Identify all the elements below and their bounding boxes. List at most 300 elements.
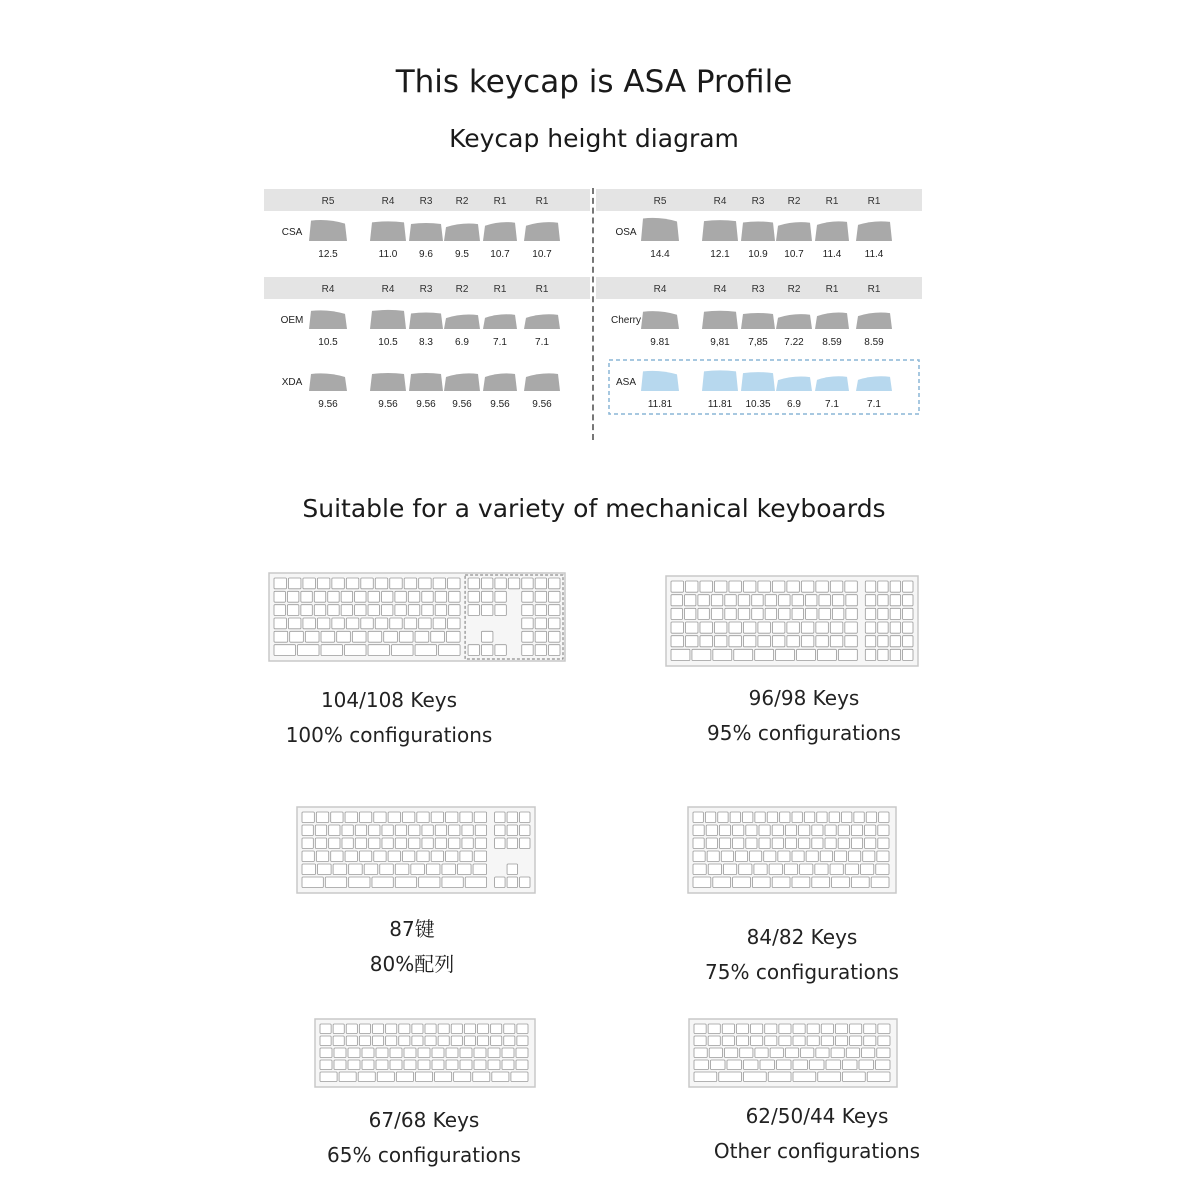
key: [760, 1060, 775, 1070]
key: [865, 581, 875, 592]
keyboard-caption: [680, 920, 924, 990]
key: [355, 838, 366, 849]
key: [422, 838, 433, 849]
key: [719, 838, 730, 849]
row-label: R2: [787, 284, 801, 295]
key: [722, 1036, 734, 1046]
key: [549, 645, 560, 656]
key: [372, 877, 393, 888]
key: [481, 605, 492, 616]
key: [767, 812, 777, 823]
key: [708, 1036, 720, 1046]
key: [812, 877, 830, 888]
key: [460, 1048, 472, 1058]
key: [460, 1060, 472, 1070]
keyboard-caption: [698, 1099, 936, 1169]
keycap-height-value: 7,85: [748, 337, 768, 348]
key: [878, 581, 888, 592]
keycap-height-value: 9.56: [318, 399, 338, 410]
key: [849, 851, 861, 862]
keycap-height-value: 10.9: [748, 249, 768, 260]
key: [446, 631, 460, 642]
key: [752, 877, 770, 888]
key: [735, 851, 747, 862]
key: [390, 578, 402, 589]
key: [431, 631, 445, 642]
key: [671, 622, 683, 633]
key: [377, 1072, 394, 1082]
key: [435, 838, 446, 849]
key: [502, 1060, 514, 1070]
key: [845, 636, 857, 647]
key: [386, 1024, 397, 1034]
key: [415, 645, 437, 656]
key: [862, 1048, 875, 1058]
key: [373, 1036, 384, 1046]
key: [417, 812, 429, 823]
key: [698, 608, 709, 619]
key: [793, 1060, 808, 1070]
key: [890, 649, 900, 660]
key: [341, 605, 352, 616]
key: [474, 1060, 486, 1070]
key: [345, 851, 357, 862]
key: [718, 812, 728, 823]
section-title: Suitable for a variety of mechanical keyboards: [302, 494, 886, 523]
row-label: R2: [787, 196, 801, 207]
key: [274, 618, 286, 629]
keyboard-caption: [304, 1103, 544, 1173]
key: [876, 864, 889, 875]
key: [535, 605, 546, 616]
key: [865, 622, 875, 633]
key: [793, 1072, 816, 1082]
keycap-shape: [444, 314, 480, 329]
key: [713, 877, 731, 888]
key: [468, 591, 479, 602]
key: [390, 618, 402, 629]
key: [331, 812, 343, 823]
key: [861, 864, 874, 875]
key: [799, 838, 810, 849]
keyboard-caption: [312, 912, 512, 982]
key: [698, 595, 709, 606]
key: [395, 591, 406, 602]
key: [865, 595, 875, 606]
keyboard-config: Other configurations: [713, 1139, 921, 1163]
key: [419, 578, 431, 589]
row-label: R2: [455, 196, 469, 207]
key: [418, 1060, 430, 1070]
keycap-shape: [776, 222, 812, 241]
key: [671, 649, 690, 660]
keycap-shape: [702, 311, 738, 329]
key: [446, 812, 458, 823]
key: [878, 595, 888, 606]
key: [384, 631, 398, 642]
key: [838, 838, 849, 849]
keyboard-keycount: 67/68 Keys: [368, 1108, 480, 1132]
keycap-shape: [444, 373, 480, 391]
key: [474, 851, 486, 862]
key: [449, 825, 460, 836]
key: [507, 812, 517, 823]
key: [332, 618, 344, 629]
key: [388, 812, 400, 823]
key: [725, 595, 736, 606]
keycap-shape: [409, 223, 443, 241]
keyboard-60-percent-image: [688, 1018, 898, 1088]
key: [346, 618, 358, 629]
key: [865, 636, 875, 647]
key: [287, 605, 298, 616]
keycap-shape: [309, 373, 347, 391]
key: [865, 608, 875, 619]
key: [806, 608, 817, 619]
key: [799, 825, 810, 836]
key: [890, 636, 900, 647]
key: [368, 631, 382, 642]
key: [368, 645, 390, 656]
profile-name: Cherry: [610, 315, 642, 326]
key: [801, 581, 813, 592]
profile-name: XDA: [281, 377, 303, 388]
keycap-height-value: 6.9: [787, 399, 801, 410]
key: [815, 864, 828, 875]
keycap-shape: [856, 221, 892, 241]
keyboard-outline: [296, 806, 536, 894]
key: [785, 825, 796, 836]
key: [816, 581, 828, 592]
key: [759, 825, 770, 836]
key: [903, 608, 913, 619]
key: [516, 1048, 528, 1058]
key: [832, 595, 843, 606]
keycap-height-value: 6.9: [455, 337, 469, 348]
key: [495, 877, 505, 888]
keycap-height-value: 9.56: [416, 399, 436, 410]
key: [838, 825, 849, 836]
key: [797, 649, 816, 660]
key: [374, 812, 386, 823]
keyboard-keycount: 62/50/44 Keys: [745, 1104, 889, 1128]
keycap-shape: [741, 313, 775, 329]
key: [520, 877, 530, 888]
key: [517, 1024, 528, 1034]
key: [331, 851, 343, 862]
key: [504, 1024, 515, 1034]
key: [709, 1048, 722, 1058]
keycap-shape: [524, 373, 560, 391]
keyboard-config: 75% configurations: [705, 960, 899, 984]
keycap-shape: [483, 373, 517, 391]
keycap-height-value: 9.81: [650, 337, 670, 348]
key: [711, 1060, 726, 1070]
key: [325, 877, 346, 888]
key: [903, 595, 913, 606]
keycap-height-value: 9.56: [378, 399, 398, 410]
key: [722, 1024, 734, 1034]
key: [770, 1048, 783, 1058]
key: [495, 838, 505, 849]
key: [825, 838, 836, 849]
key: [449, 838, 460, 849]
key: [549, 631, 560, 642]
height-diagram-svg: [264, 185, 590, 443]
key: [329, 825, 340, 836]
key: [381, 591, 392, 602]
row-label: R5: [653, 196, 667, 207]
key: [321, 645, 343, 656]
key: [821, 1036, 833, 1046]
key: [685, 622, 697, 633]
key: [404, 618, 416, 629]
key: [876, 1060, 891, 1070]
key: [878, 1036, 890, 1046]
key: [320, 1060, 332, 1070]
key: [315, 838, 326, 849]
keyboard-outline: [665, 575, 919, 667]
key: [804, 812, 814, 823]
key: [302, 864, 316, 875]
key: [507, 877, 517, 888]
key: [404, 1048, 416, 1058]
key: [520, 812, 530, 823]
key: [517, 1036, 528, 1046]
keycap-height-value: 7.1: [493, 337, 507, 348]
key: [449, 591, 460, 602]
key: [755, 1048, 768, 1058]
key: [700, 581, 712, 592]
key: [739, 864, 752, 875]
key: [399, 1036, 410, 1046]
keycap-shape: [815, 221, 849, 241]
key: [830, 581, 842, 592]
key: [475, 825, 486, 836]
key: [435, 605, 446, 616]
key: [345, 812, 357, 823]
key: [851, 825, 862, 836]
key: [396, 1072, 413, 1082]
diagram-subtitle: Keycap height diagram: [449, 124, 739, 153]
key: [352, 631, 366, 642]
key: [320, 1048, 332, 1058]
key: [448, 618, 460, 629]
key: [426, 864, 440, 875]
keycap-height-value: 9.56: [532, 399, 552, 410]
key: [816, 1048, 829, 1058]
keycap-height-value: 9,81: [710, 337, 730, 348]
key: [708, 1024, 720, 1034]
key: [738, 608, 749, 619]
key: [348, 1048, 360, 1058]
key: [375, 618, 387, 629]
key: [834, 851, 846, 862]
key: [792, 851, 804, 862]
key: [765, 1024, 777, 1034]
row-label: R4: [381, 284, 395, 295]
key: [522, 605, 533, 616]
key: [890, 622, 900, 633]
keycap-shape: [309, 310, 347, 329]
key: [692, 649, 711, 660]
key: [361, 618, 373, 629]
keycap-shape: [641, 371, 679, 391]
key: [714, 581, 726, 592]
key: [345, 645, 367, 656]
key: [339, 1072, 356, 1082]
key: [743, 812, 753, 823]
key: [395, 864, 409, 875]
keyboard-config: 80%配列: [369, 952, 455, 976]
key: [320, 1036, 331, 1046]
row-label: R3: [751, 196, 765, 207]
key: [302, 825, 313, 836]
key: [846, 595, 857, 606]
key: [488, 1048, 500, 1058]
key: [402, 812, 414, 823]
keycap-shape: [409, 373, 443, 391]
key: [409, 838, 420, 849]
keycap-shape: [370, 221, 406, 241]
key: [298, 645, 320, 656]
key: [422, 591, 433, 602]
key: [829, 812, 839, 823]
key: [785, 838, 796, 849]
key: [750, 851, 762, 862]
keycap-shape: [741, 221, 775, 241]
key: [693, 864, 706, 875]
key: [435, 1072, 452, 1082]
key: [473, 864, 487, 875]
key: [730, 812, 740, 823]
profile-name: OSA: [615, 227, 637, 238]
key: [419, 877, 440, 888]
key: [871, 877, 889, 888]
key: [727, 1060, 742, 1070]
key: [376, 1060, 388, 1070]
key: [475, 838, 486, 849]
key: [507, 838, 517, 849]
row-label: R1: [867, 196, 881, 207]
key: [800, 864, 813, 875]
key: [866, 812, 876, 823]
key: [287, 591, 298, 602]
key: [787, 581, 799, 592]
key: [903, 636, 913, 647]
key: [845, 622, 857, 633]
key: [714, 636, 726, 647]
keycap-height-value: 7.1: [867, 399, 881, 410]
key: [842, 812, 852, 823]
key: [376, 1048, 388, 1058]
row-label: R3: [419, 196, 433, 207]
key: [780, 812, 790, 823]
key: [729, 636, 741, 647]
key: [801, 636, 813, 647]
key: [819, 595, 830, 606]
key: [495, 605, 506, 616]
key: [549, 591, 560, 602]
key: [850, 1024, 862, 1034]
key: [404, 578, 416, 589]
key: [382, 825, 393, 836]
key: [787, 622, 799, 633]
keyboard-config: 65% configurations: [327, 1143, 521, 1167]
key: [736, 1024, 748, 1034]
key: [714, 622, 726, 633]
key: [694, 1048, 707, 1058]
key: [302, 838, 313, 849]
key: [451, 1036, 462, 1046]
key: [355, 605, 366, 616]
key: [838, 649, 857, 660]
row-label: R3: [751, 284, 765, 295]
key: [812, 825, 823, 836]
key: [751, 1036, 763, 1046]
key: [743, 636, 755, 647]
key: [408, 591, 419, 602]
key: [764, 851, 776, 862]
key: [315, 825, 326, 836]
keyboard-95-percent-image: [665, 575, 919, 667]
key: [878, 649, 888, 660]
key: [346, 578, 358, 589]
key: [433, 618, 445, 629]
key: [535, 618, 546, 629]
key: [694, 1060, 709, 1070]
key: [784, 864, 797, 875]
key: [779, 608, 790, 619]
key: [736, 1036, 748, 1046]
key: [777, 1060, 792, 1070]
key: [830, 622, 842, 633]
key: [333, 864, 347, 875]
key: [321, 631, 335, 642]
key: [864, 1036, 876, 1046]
key: [779, 1024, 791, 1034]
key: [432, 1048, 444, 1058]
key: [442, 877, 463, 888]
key: [792, 812, 802, 823]
key: [362, 1048, 374, 1058]
key: [328, 591, 339, 602]
key: [373, 1024, 384, 1034]
key: [481, 578, 492, 589]
key: [816, 636, 828, 647]
profile-name: OEM: [280, 315, 304, 326]
key: [491, 1036, 502, 1046]
key: [693, 812, 703, 823]
key: [274, 631, 288, 642]
key: [711, 608, 722, 619]
keycap-height-value: 10.5: [318, 337, 338, 348]
key: [288, 578, 300, 589]
keyboard-keycount: 96/98 Keys: [748, 686, 860, 710]
keycap-height-value: 11.4: [864, 249, 884, 260]
key: [733, 825, 744, 836]
keycap-height-value: 11.0: [378, 249, 398, 260]
key: [724, 1048, 737, 1058]
key: [454, 1072, 471, 1082]
key: [317, 578, 329, 589]
key: [751, 1024, 763, 1034]
key: [349, 864, 363, 875]
key: [818, 1072, 841, 1082]
key: [765, 595, 776, 606]
key: [374, 851, 386, 862]
key: [438, 1024, 449, 1034]
